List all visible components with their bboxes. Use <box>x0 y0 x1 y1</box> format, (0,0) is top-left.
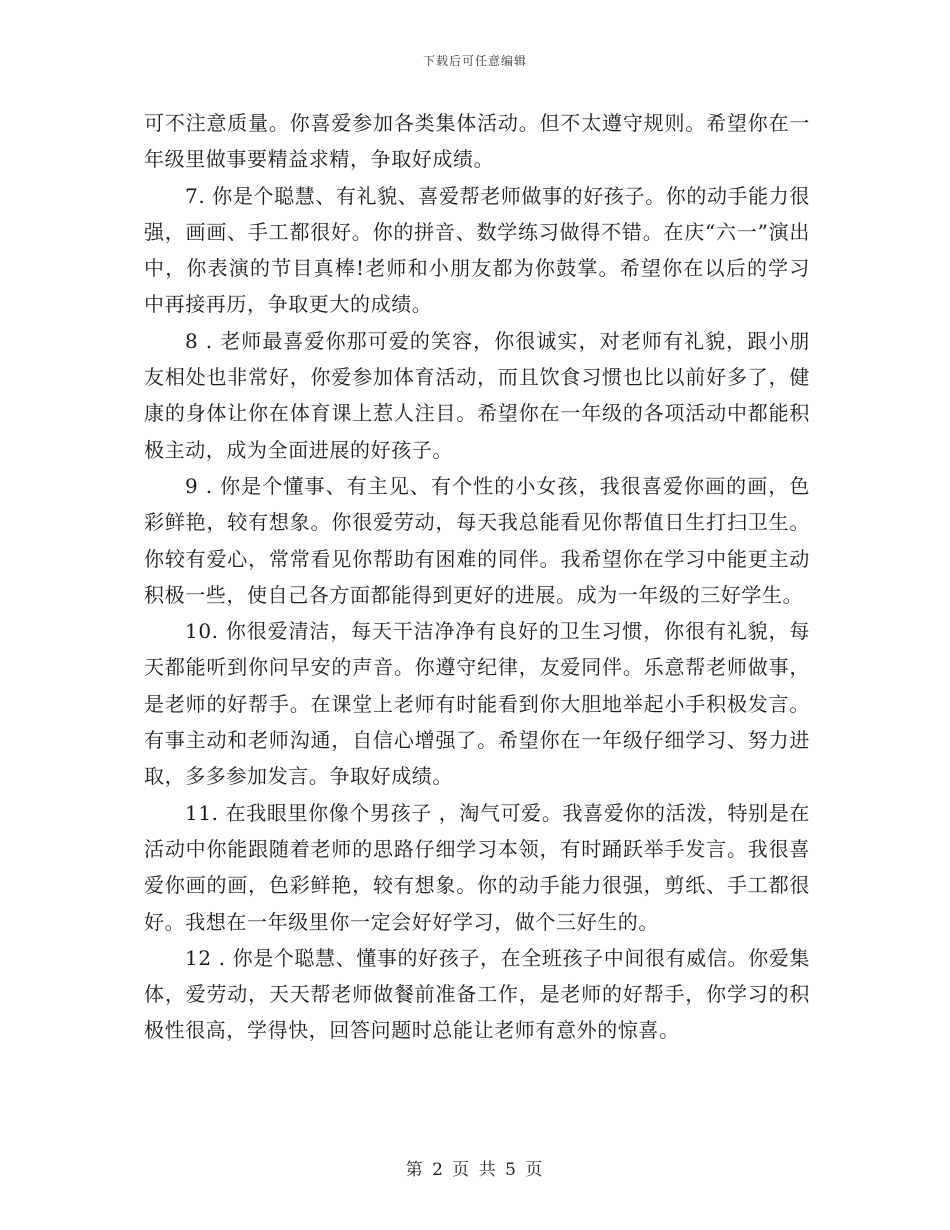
page-header: 下载后可任意编辑 <box>422 54 527 68</box>
paragraph-continuation: 可不注意质量。你喜爱参加各类集体活动。但不太遵守规则。希望你在一年级里做事要精益求精，争取好成绩。 <box>144 111 810 172</box>
paragraph-item-9: 9 . 你是个懂事、有主见、有个性的小女孩，我很喜爱你画的画，色彩鲜艳，较有想象。你很爱劳动，每天我总能看见你帮值日生打扫卫生。你较有爱心，常常看见你帮助有困难的同伴。我希望你在学习中能更主动积极一些，使自己各方面都能得到更好的进展。成为一年级的三好学生。 <box>144 473 810 607</box>
paragraph-item-8: 8 . 老师最喜爱你那可爱的笑容，你很诚实，对老师有礼貌，跟小朋友相处也非常好，你爱参加体育活动，而且饮食习惯也比以前好多了，健康的身体让你在体育课上惹人注目。希望你在一年级的各项活动中都能积极主动，成为全面进展的好孩子。 <box>144 328 810 462</box>
paragraph-item-10: 10. 你很爱清洁，每天干洁净净有良好的卫生习惯，你很有礼貌，每天都能听到你问早安的声音。你遵守纪律，友爱同伴。乐意帮老师做事，是老师的好帮手。在课堂上老师有时能看到你大胆地举起小手积极发言。有事主动和老师沟通，自信心增强了。希望你在一年级仔细学习、努力进取，多多参加发言。争取好成绩。 <box>144 619 810 789</box>
page-number-footer: 第 2 页 共 5 页 <box>405 1160 545 1180</box>
document-body <box>144 105 810 1049</box>
paragraph-item-11: 11. 在我眼里你像个男孩子 ，淘气可爱。我喜爱你的活泼，特别是在活动中你能跟随着老师的思路仔细学习本领，有时踊跃举手发言。我很喜爱你画的画，色彩鲜艳，较有想象。你的动手能力很强，剪纸、手工都很好。我想在一年级里你一定会好好学习，做个三好生的。 <box>144 800 810 934</box>
paragraph-item-12: 12 . 你是个聪慧、懂事的好孩子，在全班孩子中间很有威信。你爱集体，爱劳动，天天帮老师做餐前准备工作，是老师的好帮手，你学习的积极性很高，学得快，回答问题时总能让老师有意外的惊喜。 <box>144 945 810 1043</box>
paragraph-item-7: 7. 你是个聪慧、有礼貌、喜爱帮老师做事的好孩子。你的动手能力很强，画画、手工都很好。你的拼音、数学练习做得不错。在庆“六一”演出中，你表演的节目真棒!老师和小朋友都为你鼓掌。希望你在以后的学习中再接再历，争取更大的成绩。 <box>144 183 810 317</box>
